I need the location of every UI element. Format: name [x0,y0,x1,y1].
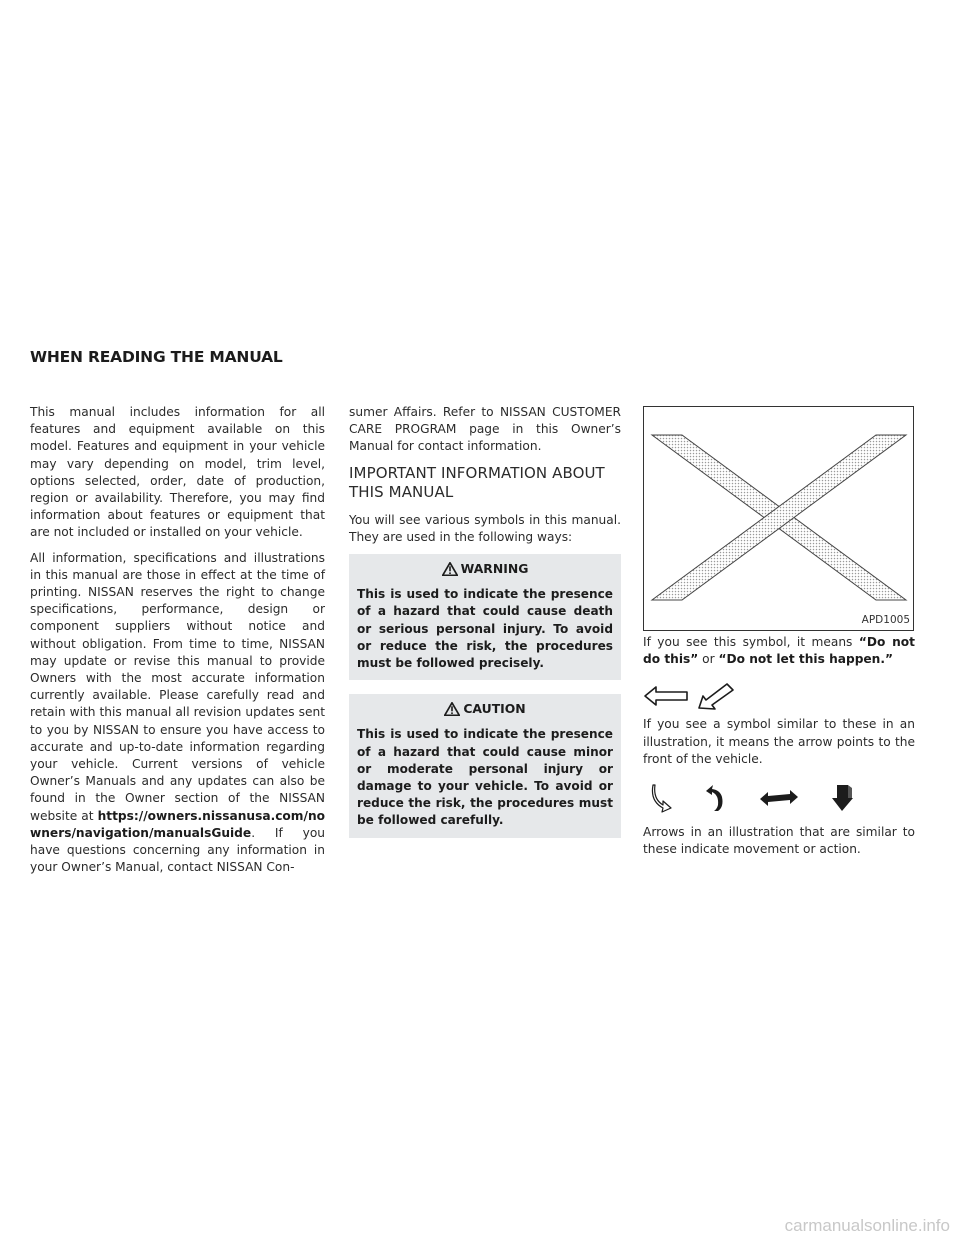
front-arrows-row [643,676,915,716]
front-arrow-angled-icon [697,681,737,711]
double-headed-arrow-icon [759,789,799,807]
warning-label: WARNING [460,561,529,577]
do-not-symbol-paragraph [643,634,915,668]
specifications-text: All information, specifications and illustrations in this manual are those in effect at the time of printing. NISSAN reserves the right to change specifications, performance, design or component suppliers without notice and without obligation. From time to time, NISSAN may update or revise this manual to provide Owners with the most accurate information currently available. Please carefully read and retain with this manual all revision updates sent to you by NISSAN to ensure you have access to accurate and up-to-date information regarding your vehicle. Current versions of vehicle Owner’s Manuals and any updates can also be found in the Owner section of the NISSAN website at [30,550,325,823]
do-not-let-happen-text: “Do not let this happen.” [718,652,893,667]
movement-arrow-paragraph: Arrows in an illustration that are similar to these indicate movement or action. [643,825,915,857]
symbols-intro-paragraph: You will see various symbols in this manual. They are used in the following ways: [349,512,621,544]
warning-header [357,560,613,577]
or-text: or [698,652,719,667]
x-cross-icon [644,407,913,630]
section-title: WHEN READING THE MANUAL [30,348,283,366]
caution-label: CAUTION [463,701,526,717]
important-info-heading: IMPORTANT INFORMATION ABOUT THIS MANUAL [349,463,605,501]
curved-arrow-solid-icon [705,783,727,813]
column-right [643,406,915,866]
warning-text: This is used to indicate the presence of a hazard that could cause death or serious personal injury. To avoid or reduce the risk, the procedures must be followed precisely. [357,587,613,671]
front-arrow-paragraph: If you see a symbol similar to these in an illustration, it means the arrow points to the front of the vehicle. [643,717,915,766]
symbol-text: If you see this symbol, it means [643,635,859,649]
caution-header [357,700,613,717]
consumer-affairs-paragraph: sumer Affairs. Refer to NISSAN CUSTOMER CARE PROGRAM page in this Owner’s Manual for contact information. [349,405,621,454]
warning-box [349,554,621,680]
caution-text: This is used to indicate the presence of a hazard that could cause minor or moderate personal injury or damage to your vehicle. To avoid or reduce the risk, the procedures must be followed carefully. [357,727,613,828]
caution-box [349,694,621,837]
column-left [30,404,325,884]
owners-website-link[interactable]: https://owners.nissanusa.com/nowners/navigation/manualsGuide [30,808,325,840]
watermark: carmanualsonline.info [784,1216,950,1235]
specifications-paragraph [30,550,325,877]
down-arrow-solid-icon [831,784,855,812]
caution-triangle-icon [444,702,460,716]
movement-arrows-row [651,776,915,820]
intro-paragraph: This manual includes information for all features and equipment available on this model. Features and equipment in your vehicle may vary depending on model, trim level, options selected, order, date of production, region or availability. Therefore, you may find information about features or equipment that are not included or installed on your vehicle. [30,405,325,540]
warning-triangle-icon [442,562,458,576]
front-arrow-left-icon [643,683,691,709]
curved-arrow-outline-icon [651,783,673,813]
figure-code: APD1005 [861,613,910,626]
do-not-do-this-text: “Do not do this” [643,635,915,667]
column-middle [349,404,621,852]
do-not-symbol-figure [643,406,914,631]
specifications-text-end: . If you have questions concerning any information in your Owner’s Manual, contact NISSAN Con- [30,825,325,875]
